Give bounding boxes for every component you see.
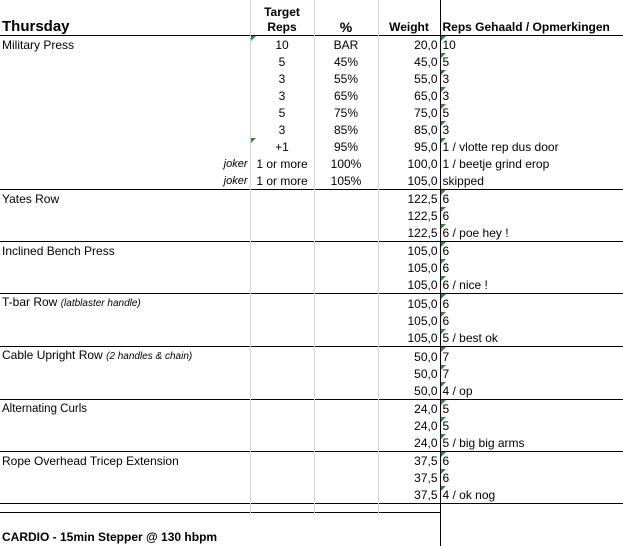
exercise-row (0, 207, 623, 224)
weight-cell[interactable]: 37,5 (378, 486, 440, 504)
reps-done-cell[interactable]: 6 (440, 259, 623, 276)
target-reps-cell[interactable]: 10 (250, 36, 314, 54)
reps-done-cell[interactable]: 4 / ok nog (440, 486, 623, 504)
target-reps-cell[interactable]: 1 or more (250, 155, 314, 172)
exercise-name: Rope Overhead Tricep Extension (2, 454, 179, 468)
exercise-name-cell[interactable] (0, 36, 250, 54)
exercise-row (0, 190, 623, 208)
exercise-name-cell[interactable] (0, 190, 250, 208)
reps-done-cell[interactable]: 6 / nice ! (440, 276, 623, 294)
exercise-note: (latblaster handle) (61, 298, 141, 309)
weight-cell[interactable]: 65,0 (378, 87, 440, 104)
exercise-row (0, 400, 623, 418)
exercise-row (0, 87, 623, 104)
exercise-row (0, 138, 623, 155)
weight-cell[interactable]: 105,0 (378, 294, 440, 313)
percent-cell[interactable] (314, 242, 378, 260)
exercise-row (0, 53, 623, 70)
reps-done-cell[interactable]: 4 / op (440, 382, 623, 400)
notes-header[interactable]: Reps Gehaald / Opmerkingen (440, 0, 623, 36)
reps-done-cell[interactable]: 3 (440, 70, 623, 87)
percent-cell[interactable]: 45% (314, 53, 378, 70)
exercise-row (0, 417, 623, 434)
weight-cell[interactable]: 100,0 (378, 155, 440, 172)
exercise-name: T-bar Row (2, 295, 57, 309)
percent-cell[interactable] (314, 434, 378, 452)
weight-cell[interactable]: 122,5 (378, 224, 440, 242)
weight-cell[interactable]: 85,0 (378, 121, 440, 138)
exercise-row (0, 104, 623, 121)
weight-cell[interactable]: 95,0 (378, 138, 440, 155)
reps-done-cell[interactable]: 5 (440, 400, 623, 418)
weight-cell[interactable]: 20,0 (378, 36, 440, 54)
percent-cell[interactable] (314, 224, 378, 242)
reps-done-cell[interactable]: 6 (440, 190, 623, 208)
exercise-row (0, 70, 623, 87)
reps-done-cell[interactable]: 10 (440, 36, 623, 54)
reps-done-cell[interactable]: 6 / poe hey ! (440, 224, 623, 242)
target-reps-cell[interactable] (250, 452, 314, 470)
empty-cell[interactable] (0, 486, 250, 504)
exercise-row (0, 242, 623, 260)
reps-done-cell[interactable]: 6 (440, 242, 623, 260)
percent-cell[interactable] (314, 312, 378, 329)
empty-cell[interactable] (0, 70, 250, 87)
target-reps-cell[interactable] (250, 400, 314, 418)
weight-cell[interactable]: 50,0 (378, 347, 440, 366)
percent-cell[interactable] (314, 190, 378, 208)
empty-cell[interactable] (314, 504, 378, 513)
exercise-row (0, 155, 623, 172)
target-reps-cell[interactable] (250, 417, 314, 434)
reps-done-cell[interactable]: 6 (440, 312, 623, 329)
empty-cell[interactable] (0, 121, 250, 138)
percent-cell[interactable] (314, 347, 378, 366)
target-reps-cell[interactable]: 3 (250, 87, 314, 104)
empty-cell[interactable] (0, 504, 250, 513)
exercise-name-cell[interactable] (0, 400, 250, 418)
weight-cell[interactable]: 122,5 (378, 190, 440, 208)
exercise-name: Alternating Curls (2, 403, 87, 415)
weight-cell[interactable]: 75,0 (378, 104, 440, 121)
weight-cell[interactable]: 24,0 (378, 434, 440, 452)
exercise-row (0, 224, 623, 242)
weight-cell[interactable]: 105,0 (378, 276, 440, 294)
empty-cell[interactable] (378, 504, 440, 513)
exercise-row (0, 121, 623, 138)
exercise-row (0, 469, 623, 486)
reps-done-cell[interactable]: 3 (440, 87, 623, 104)
empty-cell[interactable] (0, 434, 250, 452)
percent-cell[interactable] (314, 365, 378, 382)
percent-cell[interactable] (314, 417, 378, 434)
weight-cell[interactable]: 24,0 (378, 400, 440, 418)
empty-cell[interactable] (0, 224, 250, 242)
target-reps-cell[interactable] (250, 434, 314, 452)
target-reps-cell[interactable] (250, 382, 314, 400)
empty-cell[interactable] (0, 382, 250, 400)
percent-cell[interactable] (314, 207, 378, 224)
empty-cell[interactable] (0, 104, 250, 121)
exercise-row (0, 312, 623, 329)
exercise-row (0, 365, 623, 382)
percent-header[interactable]: % (314, 0, 378, 36)
target-reps-cell[interactable] (250, 312, 314, 329)
percent-cell[interactable] (314, 329, 378, 347)
exercise-name: Military Press (2, 38, 74, 52)
target-reps-cell[interactable] (250, 347, 314, 366)
weight-cell[interactable]: 122,5 (378, 207, 440, 224)
percent-cell[interactable] (314, 259, 378, 276)
empty-cell[interactable] (0, 53, 250, 70)
target-reps-cell[interactable] (250, 259, 314, 276)
exercise-name-cell[interactable] (0, 242, 250, 260)
target-reps-cell[interactable]: 5 (250, 53, 314, 70)
empty-cell[interactable] (440, 513, 623, 546)
empty-cell[interactable] (0, 259, 250, 276)
target-reps-cell[interactable] (250, 242, 314, 260)
exercise-row (0, 347, 623, 366)
empty-cell[interactable] (250, 504, 314, 513)
cardio-label[interactable]: CARDIO - 15min Stepper @ 130 hbpm (0, 513, 440, 546)
joker-cell[interactable] (0, 155, 250, 172)
header-row (0, 0, 623, 36)
exercise-name: Cable Upright Row (2, 348, 103, 362)
exercise-name-cell[interactable] (0, 452, 250, 470)
empty-cell[interactable] (0, 138, 250, 155)
percent-cell[interactable]: 65% (314, 87, 378, 104)
weight-cell[interactable]: 24,0 (378, 417, 440, 434)
empty-cell[interactable] (0, 207, 250, 224)
percent-cell[interactable] (314, 294, 378, 313)
target-reps-cell[interactable]: 3 (250, 70, 314, 87)
exercise-row (0, 434, 623, 452)
target-reps-cell[interactable] (250, 207, 314, 224)
empty-cell[interactable] (0, 276, 250, 294)
target-reps-cell[interactable] (250, 329, 314, 347)
exercise-name-cell[interactable] (0, 294, 250, 313)
cardio-row (0, 513, 623, 546)
reps-done-cell[interactable]: 5 (440, 104, 623, 121)
exercise-row (0, 172, 623, 190)
exercise-name: Yates Row (2, 192, 59, 206)
percent-cell[interactable]: 55% (314, 70, 378, 87)
reps-done-cell[interactable]: 3 (440, 121, 623, 138)
joker-cell[interactable] (0, 172, 250, 190)
reps-done-cell[interactable]: 6 (440, 294, 623, 313)
reps-done-cell[interactable]: 7 (440, 365, 623, 382)
exercise-row (0, 276, 623, 294)
exercise-name-cell[interactable] (0, 347, 250, 366)
weight-cell[interactable]: 37,5 (378, 452, 440, 470)
weight-cell[interactable]: 105,0 (378, 259, 440, 276)
percent-cell[interactable]: 105% (314, 172, 378, 190)
target-reps-cell[interactable]: 5 (250, 104, 314, 121)
reps-done-cell[interactable]: 1 / vlotte rep dus door (440, 138, 623, 155)
exercise-note: (2 handles & chain) (106, 351, 192, 362)
empty-cell[interactable] (0, 469, 250, 486)
day-title[interactable]: Thursday (0, 0, 250, 36)
reps-done-cell[interactable]: 5 (440, 417, 623, 434)
joker-label: joker (224, 158, 248, 170)
target-reps-cell[interactable] (250, 276, 314, 294)
percent-cell[interactable]: 75% (314, 104, 378, 121)
target-reps-cell[interactable] (250, 190, 314, 208)
exercise-row (0, 36, 623, 54)
reps-done-cell[interactable]: 7 (440, 347, 623, 366)
weight-cell[interactable]: 55,0 (378, 70, 440, 87)
reps-done-cell[interactable]: 6 (440, 469, 623, 486)
reps-done-cell[interactable]: skipped (440, 172, 623, 190)
exercise-row (0, 382, 623, 400)
weight-cell[interactable]: 37,5 (378, 469, 440, 486)
weight-cell[interactable]: 105,0 (378, 312, 440, 329)
target-reps-header[interactable]: Target Reps (250, 0, 314, 36)
percent-cell[interactable]: 85% (314, 121, 378, 138)
weight-cell[interactable]: 50,0 (378, 365, 440, 382)
weight-cell[interactable]: 105,0 (378, 329, 440, 347)
percent-cell[interactable]: BAR (314, 36, 378, 54)
exercise-name: Inclined Bench Press (2, 244, 115, 258)
exercise-row (0, 294, 623, 313)
target-reps-cell[interactable] (250, 224, 314, 242)
joker-label: joker (224, 175, 248, 187)
weight-cell[interactable]: 50,0 (378, 382, 440, 400)
empty-cell[interactable] (0, 365, 250, 382)
exercise-row (0, 452, 623, 470)
target-reps-cell[interactable] (250, 365, 314, 382)
target-reps-cell[interactable]: 3 (250, 121, 314, 138)
target-reps-cell[interactable] (250, 486, 314, 504)
reps-done-cell[interactable]: 5 / big big arms (440, 434, 623, 452)
exercise-row (0, 486, 623, 504)
weight-cell[interactable]: 45,0 (378, 53, 440, 70)
reps-done-cell[interactable]: 1 / beetje grind erop (440, 155, 623, 172)
target-reps-cell[interactable]: +1 (250, 138, 314, 155)
percent-cell[interactable] (314, 400, 378, 418)
percent-cell[interactable] (314, 486, 378, 504)
percent-cell[interactable] (314, 469, 378, 486)
target-reps-cell[interactable] (250, 294, 314, 313)
percent-cell[interactable] (314, 276, 378, 294)
reps-done-cell[interactable]: 5 / best ok (440, 329, 623, 347)
empty-cell[interactable] (440, 504, 623, 513)
percent-cell[interactable]: 100% (314, 155, 378, 172)
percent-cell[interactable]: 95% (314, 138, 378, 155)
weight-cell[interactable]: 105,0 (378, 172, 440, 190)
reps-done-cell[interactable]: 5 (440, 53, 623, 70)
weight-cell[interactable]: 105,0 (378, 242, 440, 260)
percent-cell[interactable] (314, 382, 378, 400)
empty-cell[interactable] (0, 417, 250, 434)
reps-done-cell[interactable]: 6 (440, 452, 623, 470)
target-reps-cell[interactable] (250, 469, 314, 486)
reps-done-cell[interactable]: 6 (440, 207, 623, 224)
empty-cell[interactable] (0, 87, 250, 104)
spacer-row (0, 504, 623, 513)
percent-cell[interactable] (314, 452, 378, 470)
empty-cell[interactable] (0, 329, 250, 347)
empty-cell[interactable] (0, 312, 250, 329)
weight-header[interactable]: Weight (378, 0, 440, 36)
target-reps-cell[interactable]: 1 or more (250, 172, 314, 190)
exercise-row (0, 259, 623, 276)
exercise-row (0, 329, 623, 347)
